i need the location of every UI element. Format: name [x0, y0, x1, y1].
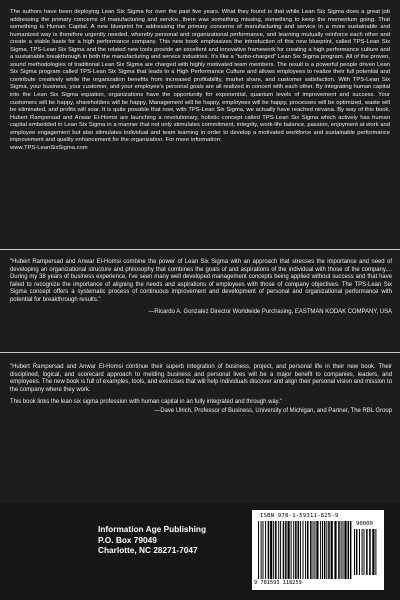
blurb-text: The authors have been deploying Lean Six Sigma for over the past five years. What they found is that while Lean Six Sigma does a great job addressing the primary concerns of manufacturing and service, there was something missing, something to keep the momentum going. That something is Human Capital. A new blueprint for addressing the primary concerns of manufacturing and service in a more sustainable and humanized way is therefore urgently needed, whereby personal and organizational performance, and learning mutually reinforce each other and create a stable basis for a high performance company. This new book emphasizes the introduction of this new blueprint, called TPS-Lean Six Sigma. TPS-Lean Six Sigma and the related new tools provide an excellent and innovative framework for creating a high performance culture and a sustainable breakthrough in both the manufacturing and service industries. It's like a "turbo-charged" Lean Six Sigma program. All of the proven, sound methodologies of traditional Lean Six Sigma are charged with highly motivated team members. The result is a powerful people driven Lean Six Sigma program called TPS-Lean Six Sigma that leads to a High Performance Culture and allows employees to realize their full potential and contribute creatively while the organization benefits from increased profitability, market share, and customer satisfaction. With TPS-Lean Six Sigma, your business, your customer, and your employee's personal goals are all realized in concert with each other. By integrating human capital into the Lean Six Sigma equation, organizations have the opportunity for exponential, quantum levels of improvement and success. Your customers will be happy, shareholders will be happy, Management will be happy, employees will be happy, processes will be optimized, waste will be eliminated, and profits will soar. It is quite possible that now, with TPS-Lean Six Sigma, we actually have reached nirvana. By way of this book, Hubert Rampersad and Anwar El-Homsi are launching a revolutionary, holistic concept called TPS-Lean Six Sigma which actively has human capital embedded in Lean Six Sigma in a manner that not only stimulates commitment, integrity, work-life balance, passion, enjoyment at work and employee engagement but also stimulates individual and team learning in order to develop a motivated workforce and sustainable performance improvement and quality enhancement for the organization. For more information:	[10, 9, 390, 144]
description-blurb	[10, 9, 390, 152]
testimonial-text: "Hubert Rampersad and Anwar El-Homsi combine the power of Lean Six Sigma with an approach that stresses the importance and need of developing an organizational structure and philosophy that combines the goals of and aspirations of the individual with those of the company.... During my 38 years of business experience, I've seen many well developed management concepts being applied without success and that have failed to recognize the importance of aligning the needs and aspirations of employees with those of company objectives. The TPS-Lean Six Sigma concept offers a systematic process of continuous improvement and development of personal and organizational performance with potential for breakthrough results."	[10, 259, 392, 303]
testimonial-text: This book links the lean six sigma profession with human capital in an fully integrated and through way."	[10, 398, 282, 405]
publisher-address: P.O. Box 79049	[98, 534, 157, 545]
website-link[interactable]: www.TPS-LeanSixSigma.com	[10, 144, 88, 151]
supplement-bars-icon	[354, 529, 378, 575]
testimonial-attribution: —Ricardo A. Gonzalez Director Worldwide Purchasing, EASTMAN KODAK COMPANY, USA	[148, 309, 392, 316]
publisher-info	[98, 524, 238, 556]
testimonial-attribution: —Dave Ulrich, Professor of Business, University of Michigan, and Partner, The RBL Group	[154, 408, 392, 415]
publisher-city: Charlotte, NC 28271-7047	[98, 545, 198, 556]
barcode-bars-icon	[258, 521, 352, 579]
testimonial-gonzalez	[10, 259, 392, 317]
barcode-digits: 9 781593 118259	[254, 580, 302, 586]
testimonial-text: "Hubert Rampersad and Anwar El-Homsi continue their superb integration of business, project, and personal life in their new book. Their disciplined, logical, and scorecard approach to melding business and personal lives will be a major benefit to companies, leaders, and employees. The new book is full of examples, tools, and exercises that will help individuals discover and align their personal vision and mission to the company where they work.	[10, 364, 392, 393]
isbn-label: ISBN 978-1-59311-825-9	[260, 513, 339, 519]
section-divider	[0, 352, 400, 353]
publisher-name: Information Age Publishing	[98, 524, 207, 534]
testimonial-ulrich	[10, 364, 392, 416]
section-divider	[0, 249, 400, 250]
isbn-barcode	[252, 510, 384, 590]
supplement-digits: 90000	[356, 521, 373, 527]
